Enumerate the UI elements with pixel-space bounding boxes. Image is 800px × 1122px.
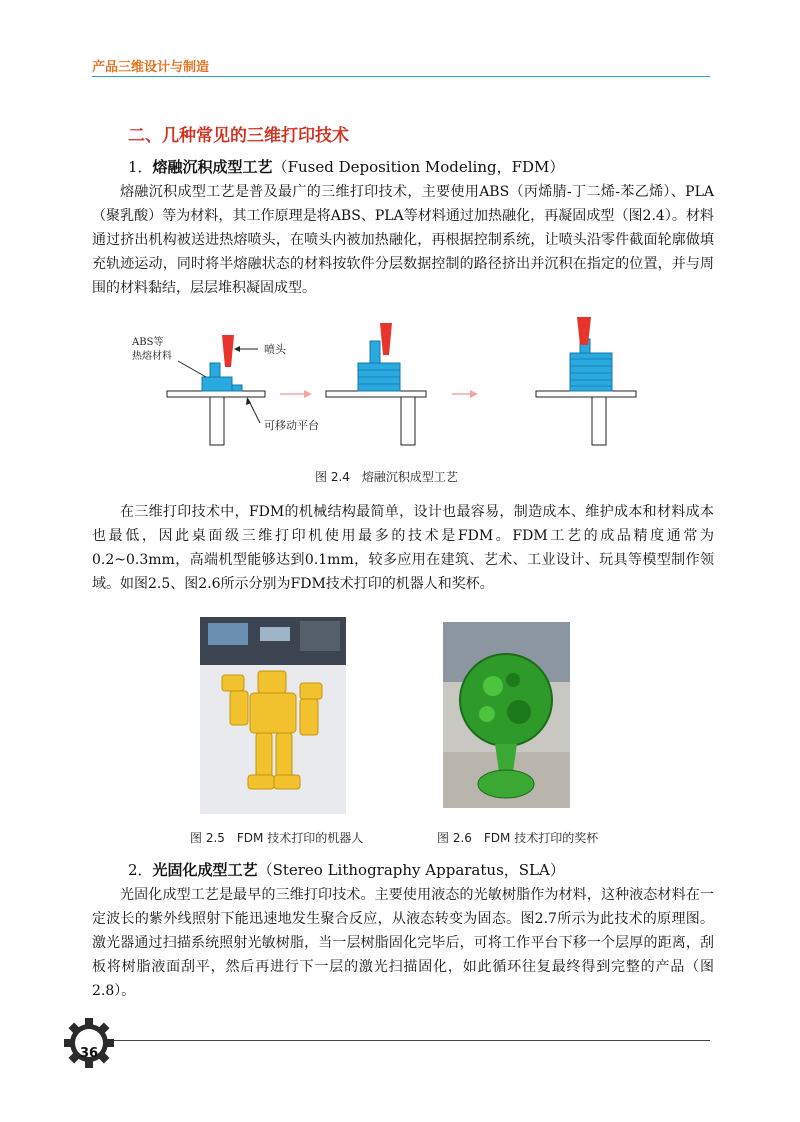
nozzle-1 bbox=[222, 335, 234, 367]
material-step-1 bbox=[232, 385, 242, 391]
fdm-paragraph-1: 熔融沉积成型工艺是普及最广的三维打印技术，主要使用ABS（丙烯腈-丁二烯-苯乙烯）、PLA（聚乳酸）等为材料，其工作原理是将ABS、PLA等材料通过加热融化，再凝固成型（图2.4）。材料通过挤出机构被送进热熔喷头，在喷头内被加热融化，再根据控制系统，让喷头沿零件截面轮廓做填充轨迹运动，同时将半熔融状态的材料按软件分层数据控制的路径挤出并沉积在指定的位置，并与周围的材料黏结，层层堆积凝固成型。 bbox=[92, 184, 714, 296]
fdm-paragraph-2: 在三维打印技术中，FDM的机械结构最简单，设计也最容易，制造成本、维护成本和材料成本也最低，因此桌面级三维打印机使用最多的技术是FDM。FDM工艺的成品精度通常为0.2~0.3mm，高端机型能够达到0.1mm，较多应用在建筑、艺术、工业设计、玩具等模型制作领域。如图2.5、图2.6所示分别为FDM技术打印的机器人和奖杯。 bbox=[92, 504, 714, 592]
platform-2 bbox=[326, 391, 426, 397]
label-platform: 可移动平台 bbox=[264, 419, 319, 432]
running-header-title: 产品三维设计与制造 bbox=[92, 60, 210, 75]
footer-rule bbox=[112, 1040, 710, 1041]
fdm-heading bbox=[128, 156, 564, 177]
label-material-line1: ABS等 bbox=[132, 337, 164, 348]
process-arrow-1 bbox=[280, 390, 312, 398]
sla-heading-rest: （Stereo Lithography Apparatus，SLA） bbox=[257, 861, 565, 879]
platform-1 bbox=[167, 391, 265, 397]
fdm-heading-number: 1． bbox=[128, 158, 153, 176]
support-column-3 bbox=[592, 397, 606, 445]
printed-trophy-photo bbox=[443, 622, 570, 808]
filament-feed-1 bbox=[210, 363, 220, 377]
process-arrow-2 bbox=[452, 390, 478, 398]
printed-robot-photo bbox=[200, 617, 346, 814]
header-rule bbox=[92, 76, 710, 77]
figure-2-6-caption: 图 2.6 FDM 技术打印的奖杯 bbox=[437, 831, 599, 845]
sla-paragraph: 光固化成型工艺是最早的三维打印技术。主要使用液态的光敏树脂作为材料，这种液态材料在一定波长的紫外线照射下能迅速地发生聚合反应，从液态转变为固态。图2.7所示为此技术的原理图。激光器通过扫描系统照射光敏树脂，当一层树脂固化完毕后，可将工作平台下移一个层厚的距离，刮板将树脂液面刮平，然后再进行下一层的激光扫描固化，如此循环往复最终得到完整的产品（图2.8）。 bbox=[92, 887, 714, 999]
figure-2-5-caption: 图 2.5 FDM 技术打印的机器人 bbox=[190, 831, 364, 845]
material-layers-1 bbox=[202, 377, 232, 391]
sla-heading-number: 2． bbox=[128, 861, 153, 879]
section-title: 二、几种常见的三维打印技术 bbox=[128, 126, 349, 146]
fdm-stage-3-diagram bbox=[480, 315, 650, 450]
fdm-process-diagram bbox=[130, 315, 480, 450]
figure-2-4-caption: 图 2.4 熔融沉积成型工艺 bbox=[315, 470, 458, 484]
platform-3 bbox=[536, 391, 636, 397]
fdm-stage-2 bbox=[326, 323, 426, 445]
fdm-stage-1 bbox=[131, 335, 319, 445]
support-column-2 bbox=[401, 397, 415, 445]
sla-heading-bold: 光固化成型工艺 bbox=[152, 861, 258, 879]
filament-feed-2 bbox=[370, 341, 380, 363]
label-material-line2: 热熔材料 bbox=[132, 351, 172, 362]
page-number: 36 bbox=[79, 1046, 99, 1061]
fdm-heading-bold: 熔融沉积成型工艺 bbox=[152, 158, 273, 176]
support-column-1 bbox=[210, 397, 224, 445]
label-nozzle: 喷头 bbox=[264, 343, 286, 356]
sla-heading bbox=[128, 859, 565, 880]
fdm-heading-rest: （Fused Deposition Modeling，FDM） bbox=[272, 158, 565, 176]
material-pointer-line bbox=[178, 361, 206, 377]
nozzle-2 bbox=[380, 323, 392, 355]
nozzle-pointer-head bbox=[234, 346, 240, 352]
